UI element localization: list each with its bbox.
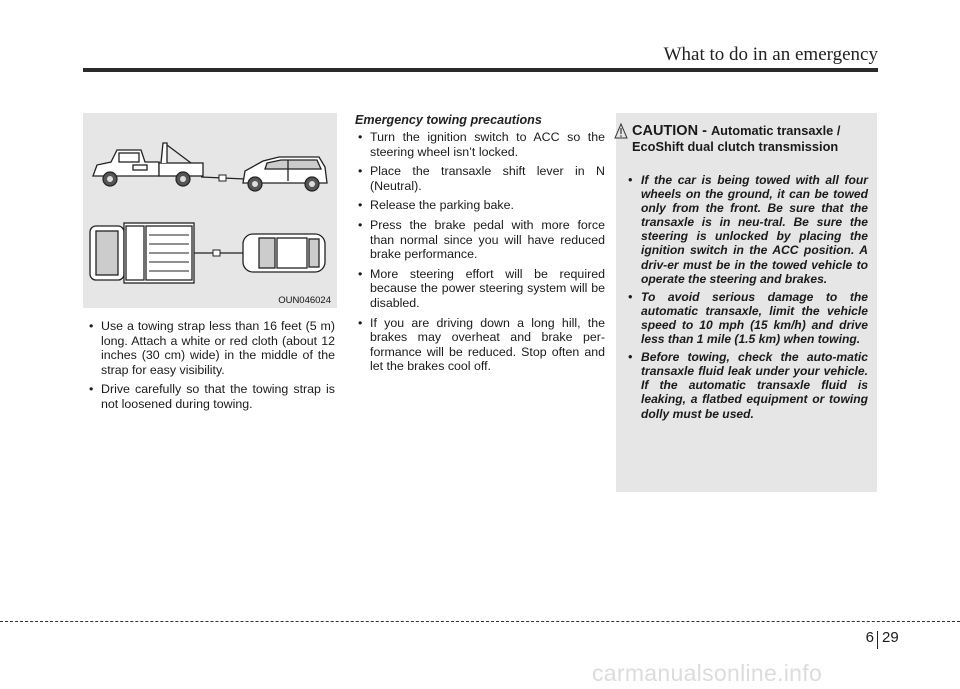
list-item: • Turn the ignition switch to ACC so the steering wheel isn’t locked. (355, 130, 605, 159)
list-item: • Press the brake pedal with more force than normal since you will have reduced brake performance. (355, 218, 605, 262)
list-item: • Before towing, check the auto-matic transaxle fluid leak under your vehicle. If the automatic transaxle fluid is leaking, a flatbed equipment or towing dolly must be used. (628, 350, 868, 420)
caution-title (632, 123, 867, 154)
tow-truck-diagram-icon (83, 113, 337, 308)
list-item: • If the car is being towed with all four wheels on the ground, it can be towed only from the front. Be sure that the transaxle is in neu-tral. Be sure the steering is unlocked by placing the ignition switch in the ACC position. A driv-er must be in the towed vehicle to operate the steering and brakes. (628, 173, 868, 286)
precautions-heading: Emergency towing precautions (355, 113, 542, 127)
header-rule (83, 68, 878, 72)
towing-illustration (83, 113, 337, 308)
precautions-section (355, 113, 605, 379)
list-item: • To avoid serious damage to the automatic transaxle, limit the vehicle speed to 10 mph (15 km/h) and drive less than 1 mile (1.5 km) when towing. (628, 290, 868, 346)
page-number: 29 (882, 629, 899, 646)
warning-triangle-icon (614, 123, 628, 139)
footer-rule (0, 621, 960, 622)
section-title: What to do in an emergency (663, 44, 878, 65)
list-item: • Drive carefully so that the towing strap is not loosened during towing. (86, 382, 335, 411)
chapter-number: 6 (865, 629, 874, 646)
caution-list (628, 173, 868, 425)
page-divider (877, 631, 878, 649)
watermark: carmanualsonline.info (592, 660, 823, 686)
precautions-list (355, 130, 605, 374)
list-item: • Use a towing strap less than 16 feet (5 m) long. Attach a white or red cloth (about 12 inches (30 cm) wide) in the middle of the strap for easy visibility. (86, 319, 335, 377)
illustration-code: OUN046024 (278, 295, 331, 306)
caution-subject: Automatic transaxle / EcoShift dual clutch transmission (632, 123, 841, 154)
list-item: • If you are driving down a long hill, the brakes may overheat and brake per-formance will be reduced. Stop often and let the brakes cool off. (355, 316, 605, 374)
caution-label: CAUTION - (632, 123, 711, 139)
list-item: • Place the transaxle shift lever in N (Neutral). (355, 164, 605, 193)
towing-strap-list (86, 319, 335, 417)
caution-box (616, 113, 877, 492)
list-item: • Release the parking bake. (355, 198, 605, 213)
list-item: • More steering effort will be required because the power steering system will be disabled. (355, 267, 605, 311)
